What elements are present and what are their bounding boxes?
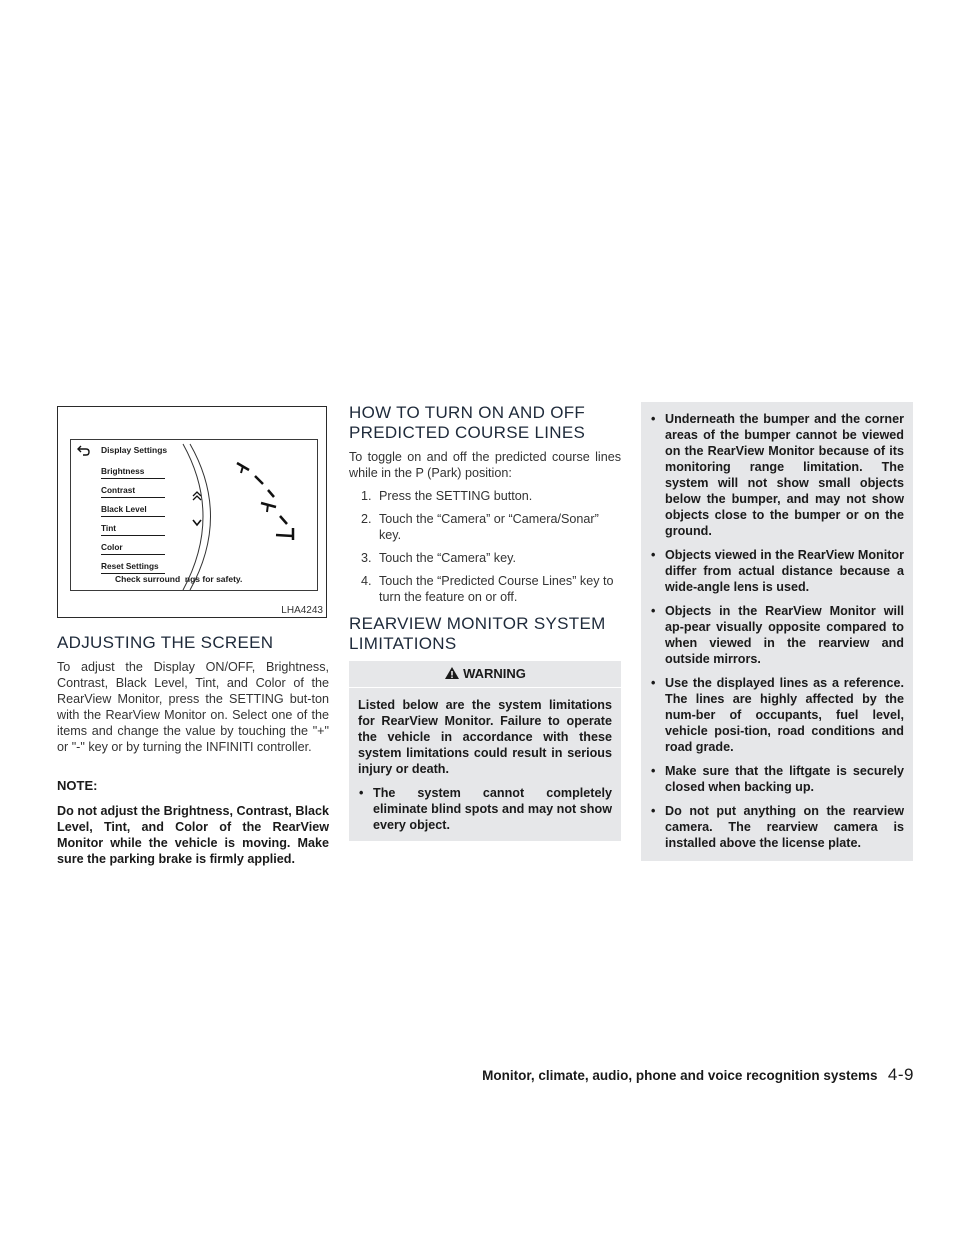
bullet-text: Make sure that the liftgate is securely closed when backing up. — [665, 764, 904, 794]
footer-page-number: 4-9 — [887, 1065, 914, 1084]
step-text: Touch the “Camera” key. — [379, 551, 516, 565]
bullet-text: Use the displayed lines as a reference. The lines are highly affected by the num-ber of occupants, fuel level, vehicle posi-tion, road conditions and road grade. — [665, 676, 904, 754]
warning-bullet — [650, 763, 904, 795]
step-number: 3. — [361, 551, 372, 565]
predicted-intro: To toggle on and off the predicted course lines while in the P (Park) position: — [349, 450, 621, 480]
warning-bullet — [650, 803, 904, 851]
warning-bullet — [650, 675, 904, 755]
step-text: Touch the “Predicted Course Lines” key to turn the feature on or off. — [379, 574, 614, 604]
step-number: 1. — [361, 489, 372, 503]
chevron-up-icon[interactable] — [191, 491, 203, 501]
menu-item-tint[interactable]: Tint — [101, 523, 165, 536]
bullet-dot: • — [359, 786, 364, 800]
menu-item-brightness[interactable]: Brightness — [101, 466, 165, 479]
predicted-heading-line1: HOW TO TURN ON AND OFF — [349, 403, 586, 422]
footer-section-title: Monitor, climate, audio, phone and voice recognition systems — [482, 1068, 878, 1083]
adjusting-heading: ADJUSTING THE SCREEN — [57, 633, 274, 652]
note-title: NOTE: — [57, 778, 98, 793]
menu-item-reset-settings[interactable]: Reset Settings — [101, 561, 165, 574]
predicted-heading — [349, 403, 621, 443]
step-number: 4. — [361, 574, 372, 588]
bullet-dot: • — [651, 412, 656, 426]
limitations-heading — [349, 614, 621, 654]
menu-title: Display Settings — [101, 445, 168, 455]
bullet-dot: • — [651, 548, 656, 562]
settings-screen-figure — [57, 406, 327, 618]
bullet-text: Underneath the bumper and the corner areas of the bumper cannot be viewed on the RearView Monitor because of its monitoring range limitation. The system will not show small objects below the bumper, and may not show objects close to the bumper or on the ground. — [665, 412, 904, 538]
step-4 — [349, 573, 621, 605]
bullet-text: Objects viewed in the RearView Monitor differ from actual distance because a wide-angle lens is used. — [665, 548, 904, 594]
note-body: Do not adjust the Brightness, Contrast, Black Level, Tint, and Color of the RearView Monitor while the vehicle is moving. Make sure the parking brake is firmly applied. — [57, 804, 329, 866]
chevron-down-icon[interactable] — [191, 518, 203, 528]
bullet-text: Objects in the RearView Monitor will ap-pear visually opposite compared to when viewed in the rearview and outside mirrors. — [665, 604, 904, 666]
warning-bullet — [650, 603, 904, 667]
bullet-text: The system cannot completely eliminate blind spots and may not show every object. — [373, 786, 612, 832]
warning-bullet — [650, 411, 904, 539]
step-text: Press the SETTING button. — [379, 489, 533, 503]
limitations-heading-line1: REARVIEW MONITOR SYSTEM — [349, 614, 606, 633]
menu-item-contrast[interactable]: Contrast — [101, 485, 165, 498]
step-1 — [349, 488, 621, 504]
safety-message: Check surround ngs for safety. — [115, 574, 243, 584]
warning-box-part2 — [641, 402, 913, 861]
adjusting-body: To adjust the Display ON/OFF, Brightness, Contrast, Black Level, Tint, and Color of the RearView Monitor, press the SETTING but-ton with the RearView Monitor on. Select one of the items and change the value by touching the "+" or "-" key or by turning the INFINITI controller. — [57, 660, 329, 754]
warning-bullets-col3 — [650, 411, 904, 851]
display-settings-screen — [70, 439, 318, 591]
warning-intro: Listed below are the system limitations for RearView Monitor. Failure to operate the vehicle in accordance with these system limitations could result in serious injury or death. — [358, 698, 612, 776]
warning-bullets-col2 — [358, 785, 612, 833]
back-arrow-icon[interactable] — [77, 444, 91, 456]
warning-triangle-icon — [444, 666, 460, 680]
predicted-heading-line2: PREDICTED COURSE LINES — [349, 423, 586, 442]
menu-item-color[interactable]: Color — [101, 542, 165, 555]
figure-code: LHA4243 — [281, 605, 323, 616]
predicted-steps — [349, 488, 621, 612]
bullet-text: Do not put anything on the rearview camera. The rearview camera is installed above the license plate. — [665, 804, 904, 850]
menu-item-black-level[interactable]: Black Level — [101, 504, 165, 517]
step-number: 2. — [361, 512, 372, 526]
bullet-dot: • — [651, 604, 656, 618]
warning-bullet — [650, 547, 904, 595]
step-3 — [349, 550, 621, 566]
warning-header — [349, 661, 621, 688]
bullet-dot: • — [651, 804, 656, 818]
limitations-heading-line2: LIMITATIONS — [349, 634, 457, 653]
bullet-dot: • — [651, 676, 656, 690]
warning-box-part1 — [349, 661, 621, 841]
step-2 — [349, 511, 621, 543]
warning-label: WARNING — [463, 666, 526, 681]
step-text: Touch the “Camera” or “Camera/Sonar” key. — [379, 512, 599, 542]
bullet-dot: • — [651, 764, 656, 778]
page-footer — [449, 1065, 914, 1085]
warning-bullet — [358, 785, 612, 833]
